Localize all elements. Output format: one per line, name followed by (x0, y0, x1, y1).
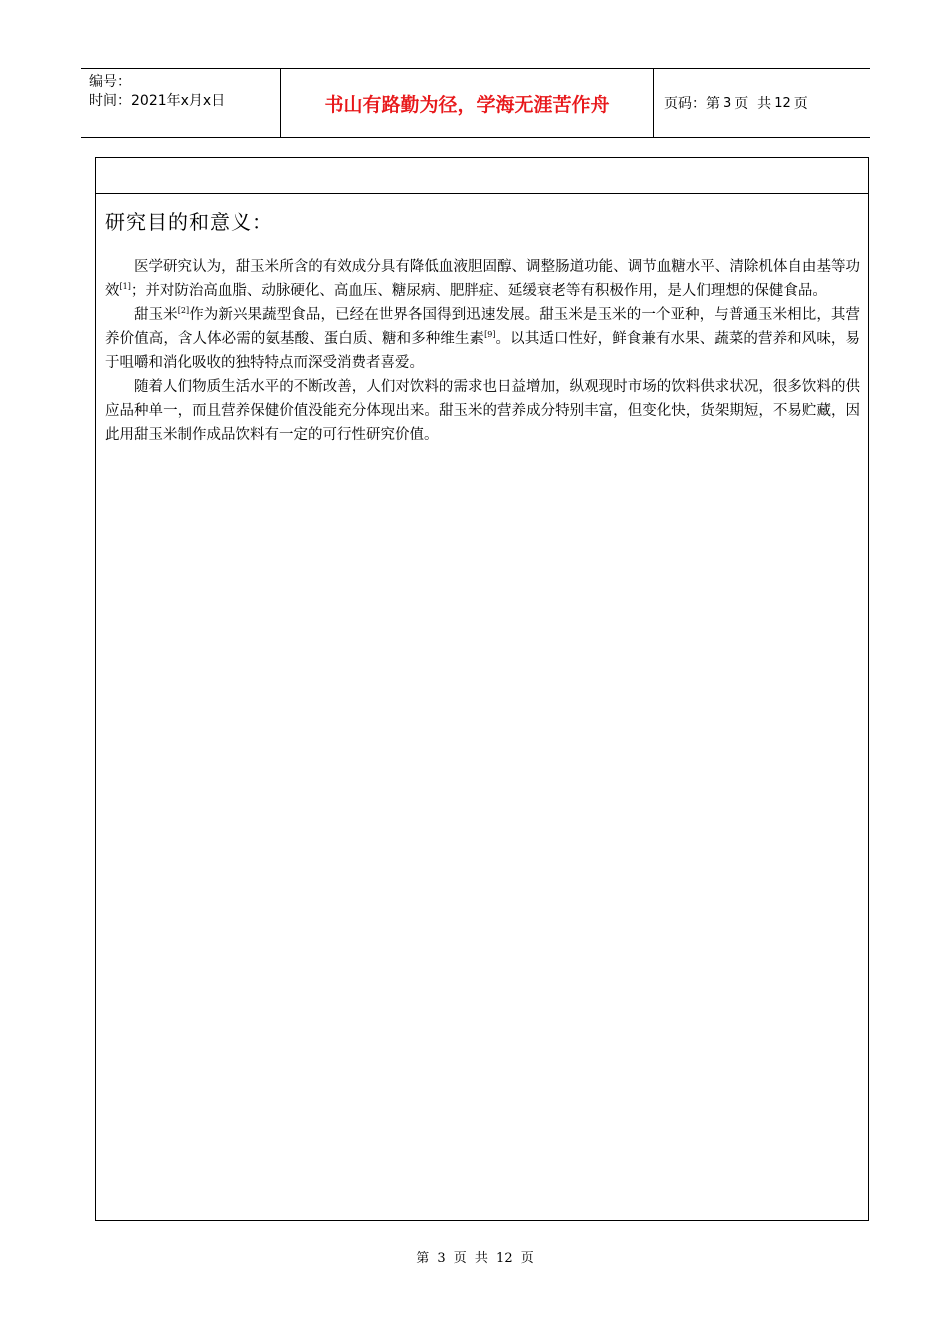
header-page-info (654, 69, 870, 137)
document-time-label: 时间：2021年x月x日 (89, 93, 226, 109)
page-total: 12 (774, 95, 791, 111)
citation: [9] (484, 330, 496, 339)
page-middle: 页 共 (734, 96, 772, 112)
page-current: 3 (723, 95, 732, 111)
paragraph: 甜玉米[2]作为新兴果蔬型食品，已经在世界各国得到迅速发展。甜玉米是玉米的一个亚种，与普通玉米相比，其营养价值高，含人体必需的氨基酸、蛋白质、糖和多种维生素[9]。以其适口性好，鲜食兼有水果、蔬菜的营养和风味，易于咀嚼和消化吸收的独特特点而深受消费者喜爱。 (105, 306, 861, 371)
paragraph: 随着人们物质生活水平的不断改善，人们对饮料的需求也日益增加，纵观现时市场的饮料供求状况，很多饮料的供应品种单一，而且营养保健价值没能充分体现出来。甜玉米的营养成分特别丰富，但变化快，货架期短，不易贮藏，因此用甜玉米制作成品饮料有一定的可行性研究价值。 (105, 379, 860, 443)
page-footer: 第 3 页 共 12 页 (416, 1251, 534, 1266)
header-motto: 书山有路勤为径，学海无涯苦作舟 (281, 69, 654, 137)
citation: [2] (177, 306, 190, 315)
page-prefix: 页码：第 (664, 96, 720, 112)
header-info-cell (81, 69, 281, 137)
content-frame (95, 157, 869, 1221)
document-number-label: 编号： (89, 74, 131, 90)
frame-top-row (96, 158, 868, 194)
page-header (81, 68, 870, 138)
page-suffix: 页 (793, 96, 808, 112)
section-title: 研究目的和意义： (105, 210, 273, 234)
citation: [1] (119, 282, 131, 291)
paragraph: 医学研究认为，甜玉米所含的有效成分具有降低血液胆固醇、调整肠道功能、调节血糖水平、清除机体自由基等功效[1]；并对防治高血脂、动脉硬化、高血压、糖尿病、肥胖症、延缓衰老等有积极作用，是人们理想的保健食品。 (105, 259, 860, 299)
section-body (96, 235, 868, 447)
